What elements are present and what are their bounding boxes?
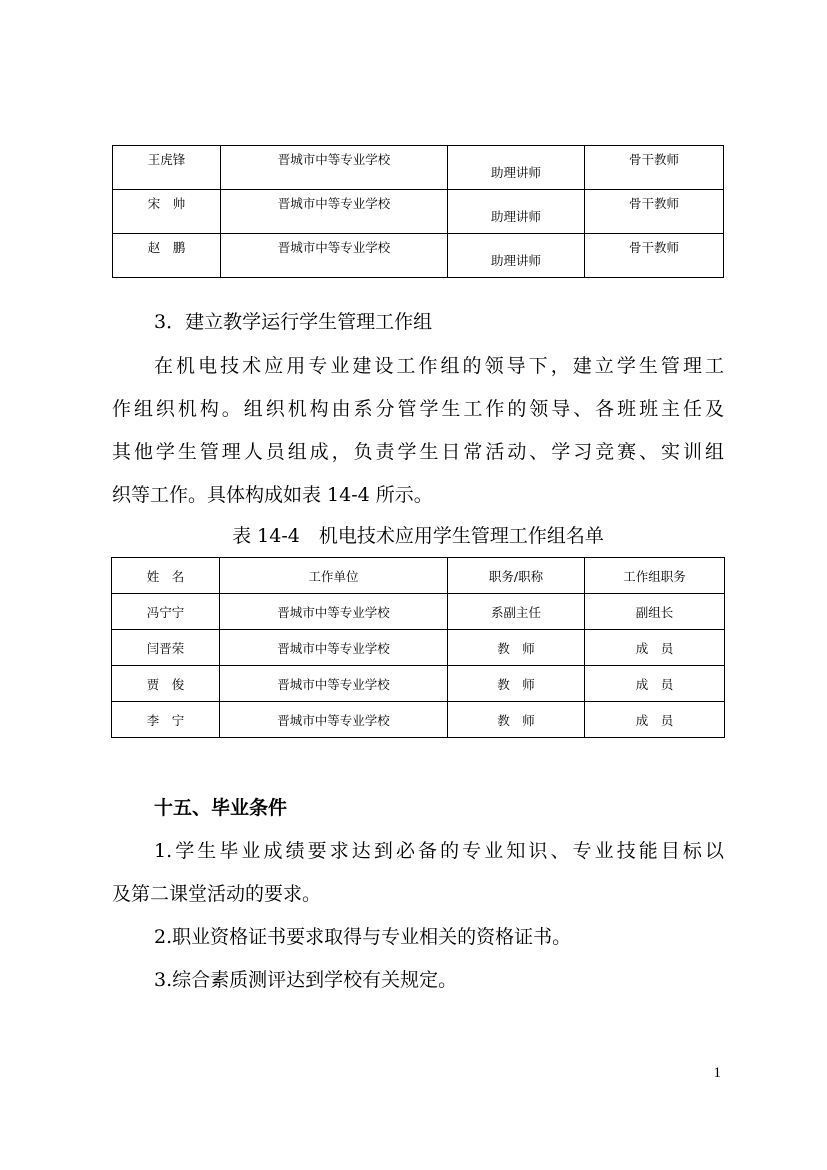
table-cell: 闫晋荣 [112,630,220,666]
table-caption: 表 14-4 机电技术应用学生管理工作组名单 [232,525,604,547]
item-3: 3.综合素质测评达到学校有关规定。 [154,969,458,991]
item-1-line-1: 1.学生毕业成绩要求达到必备的专业知识、专业技能目标以 [154,840,724,862]
table-cell: 冯宁宁 [112,594,220,630]
table-cell: 教 师 [448,630,585,666]
table-cell: 晋城市中等专业学校 [220,666,448,702]
table-cell: 教 师 [448,666,585,702]
section-3-para-line-3: 其他学生管理人员组成，负责学生日常活动、学习竞赛、实训组 [112,441,724,463]
table-cell: 副组长 [585,594,725,630]
item-2: 2.职业资格证书要求取得与专业相关的资格证书。 [154,926,572,948]
header-group-role: 工作组职务 [585,558,725,594]
table-cell: 助理讲师 [448,234,585,278]
header-name: 姓 名 [112,558,220,594]
section-3-title: 3．建立教学运行学生管理工作组 [154,311,433,333]
table-cell: 晋城市中等专业学校 [221,190,448,234]
table-cell: 助理讲师 [448,190,585,234]
header-unit: 工作单位 [220,558,448,594]
table-cell: 成 员 [585,702,725,738]
table-row [113,146,724,190]
table-row [112,666,725,702]
table-cell: 李 宁 [112,702,220,738]
table-cell: 骨干教师 [585,234,724,278]
header-title: 职务/职称 [448,558,585,594]
table-cell: 王虎锋 [113,146,221,190]
student-management-table [111,557,725,738]
table-row [113,190,724,234]
table-cell: 助理讲师 [448,146,585,190]
section-3-para-line-1: 在机电技术应用专业建设工作组的领导下，建立学生管理工 [154,355,724,377]
page-number: 1 [713,1065,721,1081]
table-cell: 贾 俊 [112,666,220,702]
table-cell: 骨干教师 [585,146,724,190]
table-cell: 成 员 [585,630,725,666]
table-cell: 晋城市中等专业学校 [220,630,448,666]
item-1-line-2: 及第二课堂活动的要求。 [112,883,322,905]
table-cell: 晋城市中等专业学校 [220,702,448,738]
table-cell: 晋城市中等专业学校 [220,594,448,630]
table-row [112,630,725,666]
table-cell: 系副主任 [448,594,585,630]
table-cell: 成 员 [585,666,725,702]
table-cell: 赵 鹏 [113,234,221,278]
table-row [112,594,725,630]
table-row [112,702,725,738]
table-row [113,234,724,278]
section-3-para-line-2: 作组织机构。组织机构由系分管学生工作的领导、各班班主任及 [112,398,724,420]
section-15-heading: 十五、毕业条件 [154,797,288,819]
student-management-table-body [112,594,725,738]
table-cell: 宋 帅 [113,190,221,234]
section-3-para-line-4: 织等工作。具体构成如表 14-4 所示。 [112,484,433,506]
table-cell: 骨干教师 [585,190,724,234]
table-header-row [112,558,725,594]
staff-table-continued [112,145,724,278]
table-cell: 晋城市中等专业学校 [221,146,448,190]
table-cell: 晋城市中等专业学校 [221,234,448,278]
table-cell: 教 师 [448,702,585,738]
staff-table-body [113,146,724,278]
